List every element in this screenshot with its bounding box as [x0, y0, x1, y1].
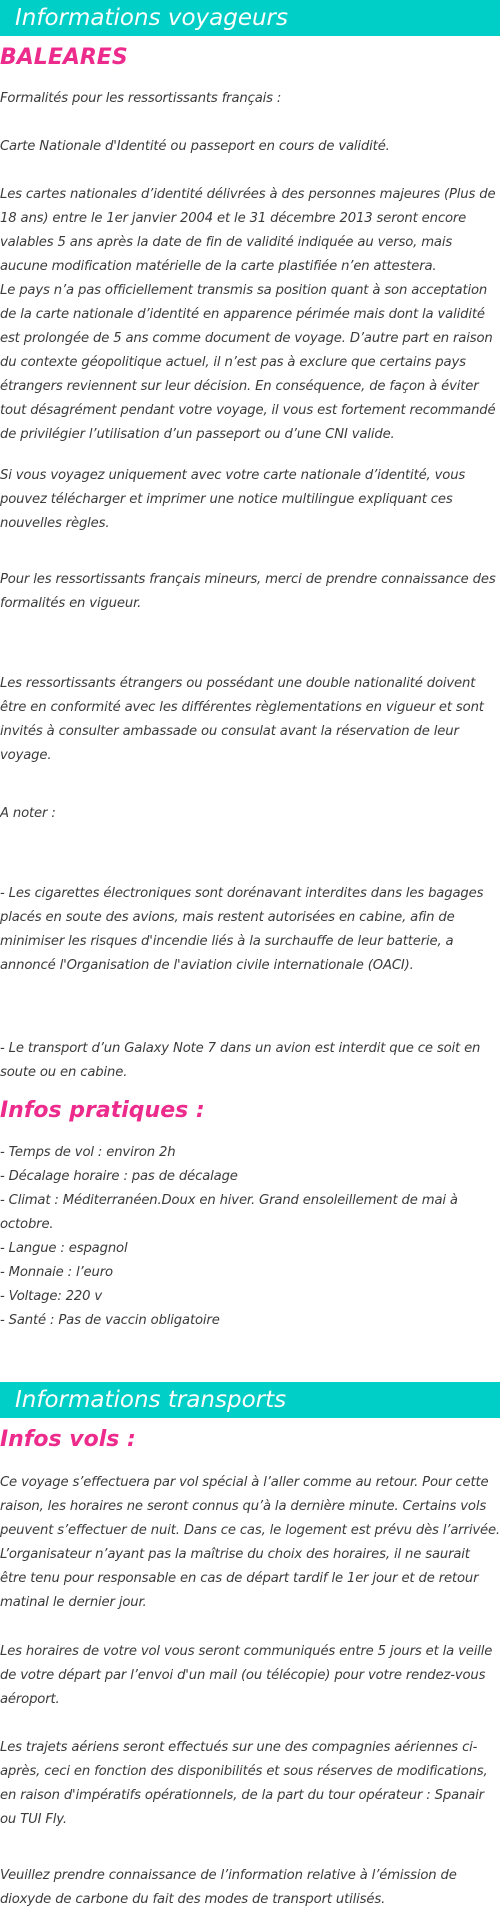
destination-heading: BALEARES [0, 45, 128, 70]
formalites-intro: Formalités pour les ressortissants français : [0, 91, 282, 106]
section-bar-transports: Informations transports [0, 1382, 500, 1418]
mineurs-paragraph: Pour les ressortissants français mineurs, merci de prendre connaissance des formalités en vigueur. [0, 572, 496, 611]
infos-pratiques-list [0, 1141, 500, 1333]
cigarettes-paragraph: - Les cigarettes électroniques sont dorénavant interdites dans les bagages placés en soute des avions, mais restent autorisées en cabine, afin de minimiser les risques d'incendie liés à la surchauffe de leur batterie, a annoncé l'Organisation de l'aviation civile internationale (OACI). [0, 886, 484, 973]
list-item: - Temps de vol : environ 2h [0, 1145, 176, 1160]
trajets-paragraph: Les trajets aériens seront effectués sur une des compagnies aériennes ci-après, ceci en fonction des disponibilités et sous réserves de modifications, en raison d'impératifs opérationnels, de la part du tour opérateur : Spanair ou TUI Fly. [0, 1740, 488, 1827]
co2-paragraph: Veuillez prendre connaissance de l’information relative à l’émission de dioxyde de carbone du fait des modes de transport utilisés. [0, 1868, 457, 1907]
pays-paragraph: Le pays n’a pas officiellement transmis sa position quant à son acceptation de la carte nationale d’identité en apparence périmée mais dont la validité est prolongée de 5 ans comme document de voyage. D’autre part en raison du contexte géopolitique actuel, il n’est pas à exclure que certains pays étrangers reviennent sur leur décision. En conséquence, de façon à éviter tout désagrément pendant votre voyage, il vous est fortement recommandé de privilégier l’utilisation d’un passeport ou d’une CNI valide. [0, 283, 496, 442]
infos-vols-heading: Infos vols : [0, 1427, 136, 1452]
list-item: - Décalage horaire : pas de décalage [0, 1169, 238, 1184]
cni-paragraph: Les cartes nationales d’identité délivrées à des personnes majeures (Plus de 18 ans) entre le 1er janvier 2004 et le 31 décembre 2013 seront encore valables 5 ans après la date de fin de validité indiquée au verso, mais aucune modification matérielle de la carte plastifiée n’en attestera. [0, 187, 496, 274]
etrangers-paragraph: Les ressortissants étrangers ou possédant une double nationalité doivent être en conformité avec les différentes règlementations en vigueur et sont invités à consulter ambassade ou consulat avant la réservation de leur voyage. [0, 676, 484, 763]
list-item: - Voltage: 220 v [0, 1289, 103, 1304]
list-item: - Santé : Pas de vaccin obligatoire [0, 1313, 220, 1328]
list-item: - Monnaie : l’euro [0, 1265, 113, 1280]
galaxy-paragraph: - Le transport d’un Galaxy Note 7 dans un avion est interdit que ce soit en soute ou en cabine. [0, 1041, 481, 1080]
notice-paragraph: Si vous voyagez uniquement avec votre carte nationale d’identité, vous pouvez télécharger et imprimer une notice multilingue expliquant ces nouvelles règles. [0, 468, 466, 531]
horaires-paragraph: Les horaires de votre vol vous seront communiqués entre 5 jours et la veille de votre départ par l’envoi d'un mail (ou télécopie) pour votre rendez-vous aéroport. [0, 1644, 493, 1707]
list-item: - Climat : Méditerranéen.Doux en hiver. Grand ensoleillement de mai à octobre. [0, 1193, 458, 1232]
a-noter: A noter : [0, 806, 56, 821]
list-item: - Langue : espagnol [0, 1241, 128, 1256]
infos-pratiques-heading: Infos pratiques : [0, 1098, 205, 1123]
vol-paragraph: Ce voyage s’effectuera par vol spécial à l’aller comme au retour. Pour cette raison, les horaires ne seront connus qu’à la dernière minute. Certains vols peuvent s’effectuer de nuit. Dans ce cas, le logement est prévu dès l’arrivée. L’organisateur n’ayant pas la maîtrise du choix des horaires, il ne saurait être tenu pour responsable en cas de départ tardif le 1er jour et de retour matinal le dernier jour. [0, 1475, 500, 1610]
cni-line: Carte Nationale d'Identité ou passeport en cours de validité. [0, 139, 390, 154]
section-bar-voyageurs: Informations voyageurs [0, 0, 500, 36]
